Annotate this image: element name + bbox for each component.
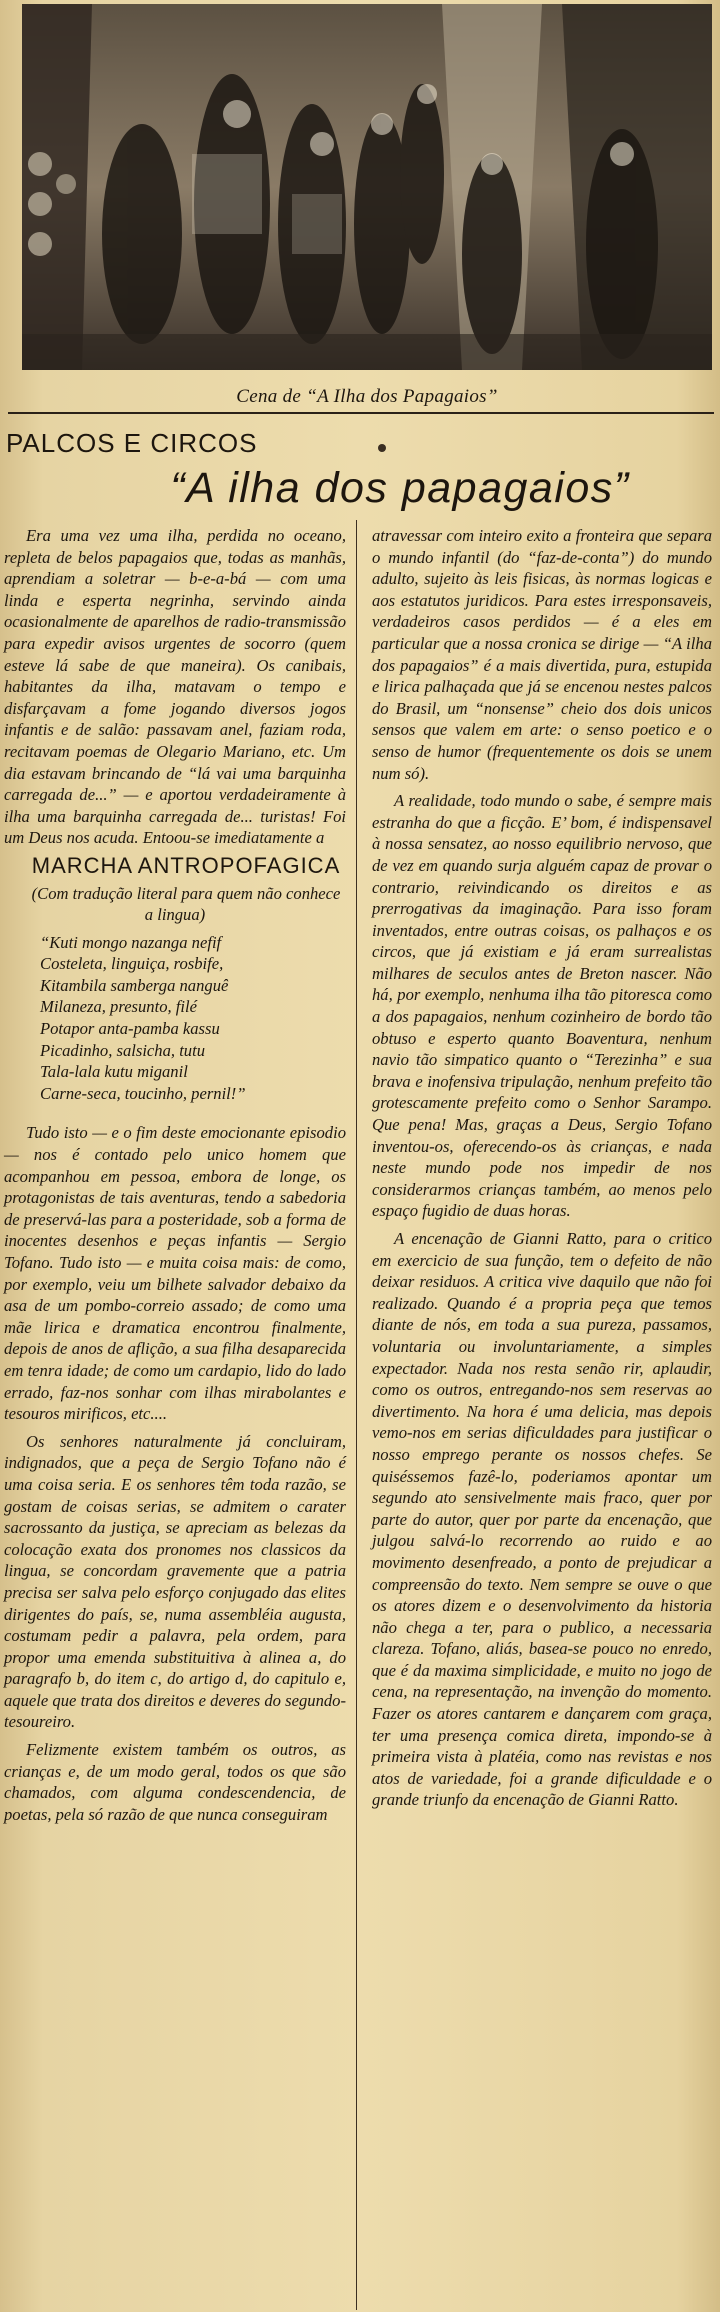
article-headline: “A ilha dos papagaios”	[170, 464, 630, 512]
section-heading: PALCOS E CIRCOS	[6, 428, 258, 458]
paragraph: atravessar com inteiro exito a fronteira que separa o mundo infantil (do “faz-de-conta”) do mundo adulto, sujeito às leis fisicas, às normas logicas e aos estatutos juridicos. Para estes irresponsaveis, verdadeiros casos perdidos — é a eles em particular que a nossa cronica se dirige — “A ilha dos papagaios” é a mais divertida, pura, estupida e lirica palhaçada que já se encenou nestes palcos do Brasil, um “nonsense” cheio dos dois unicos sensos que valem em arte: o senso poetico e o senso de humor (frequentemente os dois se unem num só).	[372, 526, 712, 783]
photo-caption: Cena de “A Ilha dos Papagaios”	[236, 386, 498, 407]
poem-line: “Kuti mongo nazanga nefif	[40, 932, 222, 952]
horizontal-rule	[8, 412, 714, 414]
poem-line: Tala-lala kutu miganil	[40, 1062, 188, 1082]
stage-photo-image	[22, 4, 712, 370]
poem-line: Potapor anta-pamba kassu	[40, 1019, 220, 1039]
poem-line: Kitambila samberga nanguê	[40, 975, 229, 995]
poem-line: Picadinho, salsicha, tutu	[40, 1040, 206, 1060]
stage-photo	[22, 4, 712, 370]
poem-line: Carne-seca, toucinho, pernil!”	[40, 1083, 246, 1103]
paragraph: Tudo isto — e o fim deste emocionante episodio — nos é contado pelo unico homem que acompanhou em pessoa, embora de longe, os protagonistas de tais aventuras, tendo a sabedoria de preservá-las para a posteridade, sob a forma de inocentes desenhos e peças infantis — Sergio Tofano. Tudo isto — e muita coisa mais: de como, por exemplo, veiu um bilhete salvador debaixo da asa de um pombo-correio assado; de como uma mãe lirica e dramatica encontrou finalmente, depois de anos de aflição, a sua filha desaparecida em tenra idade; de como um cardapio, lido do lado errado, faz-nos sonhar com ilhas mirabolantes e tesouros mirificos, etc....	[4, 1123, 346, 1424]
paragraph: Felizmente existem também os outros, as crianças e, de um modo geral, todos os que são chamados, com alguma condescendencia, de poetas, pela só razão de que nunca conseguiram	[4, 1740, 346, 1824]
poem-line: Milaneza, presunto, filé	[40, 997, 198, 1017]
column-divider	[356, 520, 357, 2310]
paragraph: Era uma vez uma ilha, perdida no oceano, repleta de belos papagaios que, todas as manhãs, aprendiam a soletrar — b-e-a-bá — com uma linda e esperta negrinha, servindo ainda ocasionalmente de aparelhos de radio-transmissão para expedir avisos urgentes de socorro (quem esteve lá sabe de que maneira). Os canibais, habitantes da ilha, matavam o tempo e disfarçavam a fome jogando diversos jogos infantis e de salão: passavam anel, faziam roda, recitavam poemas de Olegario Mariano, etc. Um dia estavam brincando de “lá vai uma barquinha carregada de...” — e aportou verdadeiramente à ilha uma barquinha carregada de... turistas! Foi um Deus nos acuda. Entoou-se imediatamente a	[4, 526, 346, 848]
paragraph: A encenação de Gianni Ratto, para o critico em exercicio de sua função, tem o defeito de não deixar residuos. A critica vive daquilo que não foi realizado. Quando é a propria peça que temos diante de nós, em toda a sua pureza, passamos, voluntaria ou involuntariamente, a simples expectador. Nada nos resta senão rir, aplaudir, como os outros, entregando-nos sem reservas ao divertimento. Na hora é uma delicia, mas depois vemo-nos em serias dificuldades para justificar o nosso emprego perante os nossos chefes. Se quiséssemos fazê-lo, poderiamos apontar um segundo ato sensivelmente mais fraco, quer por parte do autor, quer por parte da encenação, que julgou salvá-lo recorrendo ao ruido e ao movimento desenfreado, a ponto de prejudicar a compreensão do texto. Nem sempre se ouve o que os atores dizem e o desenvolvimento da historia não chega a ter, para o publico, a necessaria clareza. Tofano, aliás, basea-se pouco no enredo, que é da maxima simplicidade, e muito no jogo de cena, na representação, na invenção do momento. Fazer os atores cantarem e dançarem com graça, ter uma presença comica direta, impondo-se à primeira vista à platéia, como nas revistas e nos atos de variedade, foi a grande dificuldade e o grande triunfo da encenação de Gianni Ratto.	[372, 1229, 712, 1810]
left-column	[4, 525, 346, 1831]
march-subtitle: (Com tradução literal para quem não conhece a lingua)	[31, 883, 341, 925]
bullet-dot	[378, 444, 386, 452]
poem	[40, 932, 346, 1105]
march-title: MARCHA ANTROPOFAGICA	[31, 852, 341, 878]
paragraph: Os senhores naturalmente já concluiram, indignados, que a peça de Sergio Tofano não é uma coisa seria. E os senhores têm toda razão, se gostam de coisas serias, se admitem o carater sacrossanto da justiça, se apreciam as belezas da colocação exata dos pronomes nos classicos da lingua, se concordam gravemente que a patria precisa ser salva pelo esforço conjugado das elites dirigentes do país, se, numa assembléia augusta, costumam pedir a palavra, pela ordem, para propor uma emenda substituitiva à alinea a, do paragrafo b, do item c, do artigo d, do capitulo e, aquele que trata dos direitos e deveres do segundo-tesoureiro.	[4, 1431, 346, 1732]
poem-line: Costeleta, linguiça, rosbife,	[40, 954, 224, 974]
right-column	[372, 525, 712, 1817]
paragraph: A realidade, todo mundo o sabe, é sempre mais estranha do que a ficção. E’ bom, é indispensavel à nossa sensatez, ao nosso equilibrio nervoso, que de vez em quando surja alguém capaz de provar o contrario, reivindicando os direitos e as prerrogativas da imaginação. Para isso foram inventados, entre outras coisas, os palhaços e os circos, que já existiam e já eram surrealistas milhares de seculos antes de Breton nascer. Não há, por exemplo, nenhuma ilha tão pitoresca como a dos papagaios, nenhum cozinheiro de bordo tão obtuso e esperto quanto Boaventura, nenhum navio tão simpatico quanto o “Terezinha” e sua brava e inofensiva tripulação, nenhum prefeito tão grotescamente prefeito como o Senhor Sarampo. Que pena! Mas, graças a Deus, Sergio Tofano inventou-os, oferecendo-os às crianças, e nada neste mundo pode nos impedir de nos considerarmos crianças também, ao menos pelo espaço fugidio de duas horas.	[372, 791, 712, 1221]
